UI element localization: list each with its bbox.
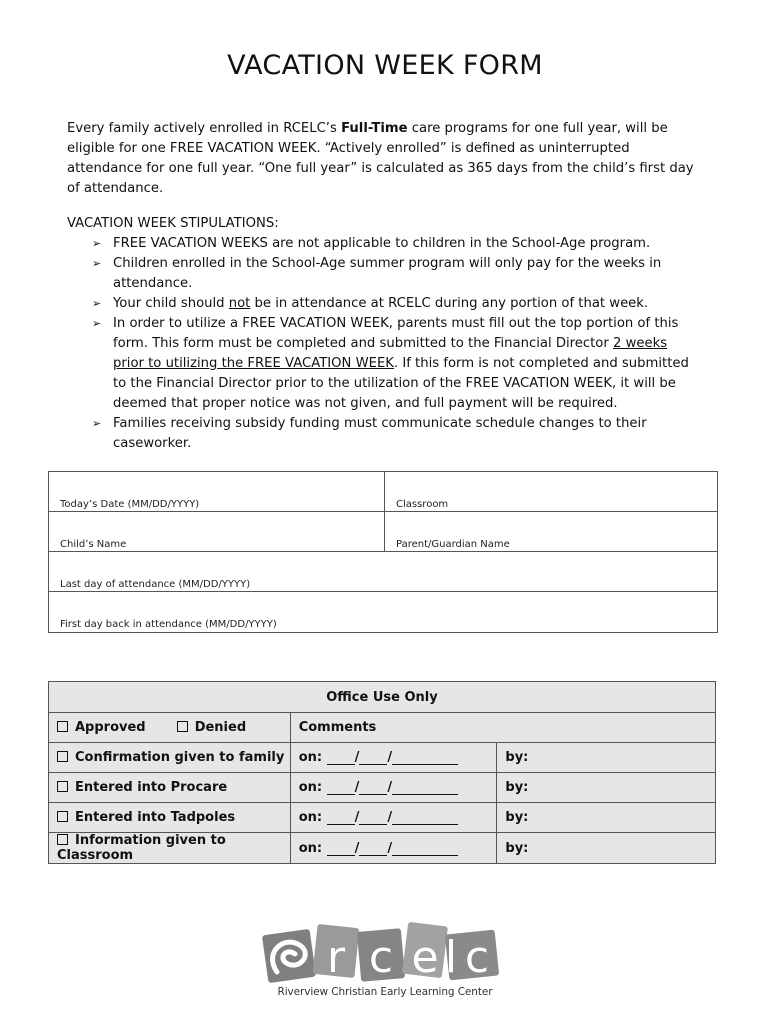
checkbox-icon[interactable] [177,721,188,732]
form-row [49,472,717,512]
task-cell[interactable] [49,773,291,803]
arrow-bullet-icon: ➢ [92,317,102,330]
on-label: on: [298,780,323,795]
arrow-bullet-icon: ➢ [92,237,102,250]
form-row [49,512,717,552]
by-cell[interactable] [497,803,716,833]
checkbox-icon[interactable] [57,811,68,822]
month-blank[interactable] [327,752,355,765]
comments-cell[interactable] [290,713,715,743]
date-separator: / [354,840,360,856]
logo-letter: r [326,932,346,983]
year-blank[interactable] [392,843,458,856]
stipulation-text: Children enrolled in the School-Age summer program will only pay for the weeks in attendance. [113,256,662,291]
parent-name-label: Parent/Guardian Name [396,539,510,550]
stipulation-text: Your child should [113,296,229,311]
date-separator: / [387,750,393,765]
on-label: on: [298,810,323,825]
date-separator: / [387,840,393,856]
intro-text-2: care programs for one full year, will be eligible for one FREE VACATION WEEK. “Actively enrolled” is defined as uninterrupted attendance for one full year. “One full year” is calculated as 365 days from the child’s first day of attendance. [67,121,694,196]
date-cell[interactable] [290,773,497,803]
childs-name-label: Child’s Name [60,539,127,550]
date-separator: / [387,780,393,795]
logo-letter: l [444,932,458,983]
stipulation-item [92,314,692,414]
year-blank[interactable] [392,812,458,825]
stipulation-underlined-not: not [228,296,251,311]
form-row [49,592,717,632]
office-task-row [49,833,716,864]
stipulation-text: be in attendance at RCELC during any portion of that week. [250,296,649,311]
day-blank[interactable] [359,812,387,825]
form-title: VACATION WEEK FORM [227,50,543,81]
task-label: Entered into Tadpoles [75,810,236,825]
by-label: by: [505,840,529,856]
stipulation-underlined-deadline: 2 weeks prior to utilizing the FREE VACATION WEEK [113,336,668,371]
office-task-row [49,743,716,773]
task-cell[interactable] [49,833,291,864]
arrow-bullet-icon: ➢ [92,297,102,310]
intro-text-1: Every family actively enrolled in RCELC’s [67,121,342,136]
childs-name-field[interactable] [49,512,384,552]
by-label: by: [505,750,529,765]
stipulation-item [92,414,692,454]
checkbox-icon[interactable] [57,751,68,762]
form-row [49,552,717,592]
logo-letter: c [464,932,490,983]
approval-cell [49,713,291,743]
stipulation-text: . If this form is not completed and submitted to the Financial Director prior to the utilization of the FREE VACATION WEEK, it will be deemed that proper notice was not given, and full payment will be required. [113,356,689,411]
on-label: on: [298,840,323,856]
first-day-back-field[interactable] [49,592,717,632]
stipulation-text: Families receiving subsidy funding must communicate schedule changes to their caseworker. [113,416,647,451]
classroom-label: Classroom [396,499,449,510]
by-label: by: [505,780,529,795]
office-approval-row [49,713,716,743]
logo-caption: Riverview Christian Early Learning Center [277,986,493,998]
stipulation-text: FREE VACATION WEEKS are not applicable to children in the School-Age program. [113,236,651,251]
arrow-bullet-icon: ➢ [92,417,102,430]
stipulation-item [92,234,692,254]
month-blank[interactable] [327,812,355,825]
by-cell[interactable] [497,773,716,803]
last-day-field[interactable] [49,552,717,592]
task-label: Entered into Procare [75,780,228,795]
checkbox-icon[interactable] [57,721,68,732]
arrow-bullet-icon: ➢ [92,257,102,270]
intro-bold-fulltime: Full-Time [341,121,408,136]
on-label: on: [298,750,323,765]
denied-label: Denied [194,720,247,735]
todays-date-field[interactable] [49,472,384,512]
family-info-form [48,471,718,633]
denied-option[interactable] [177,720,246,735]
date-separator: / [354,780,360,795]
year-blank[interactable] [392,782,458,795]
day-blank[interactable] [359,782,387,795]
year-blank[interactable] [392,752,458,765]
date-cell[interactable] [290,743,497,773]
office-task-row [49,803,716,833]
stipulation-text: In order to utilize a FREE VACATION WEEK, parents must fill out the top portion of this form. This form must be completed and submitted to the Financial Director [113,316,679,351]
checkbox-icon[interactable] [57,781,68,792]
logo-tile [262,929,316,983]
task-cell[interactable] [49,803,291,833]
office-use-table [48,681,716,864]
office-use-header: Office Use Only [49,682,716,713]
logo-letter: e [411,932,439,983]
office-task-row [49,773,716,803]
approved-label: Approved [75,720,146,735]
month-blank[interactable] [327,843,355,856]
stipulations-heading: VACATION WEEK STIPULATIONS: [67,216,279,231]
stipulations-list [92,234,692,454]
first-day-back-label: First day back in attendance (MM/DD/YYYY) [60,619,277,630]
date-separator: / [387,810,393,825]
by-cell[interactable] [497,833,716,864]
stipulation-item [92,294,692,314]
by-label: by: [505,810,529,825]
date-cell[interactable] [290,833,497,864]
intro-paragraph [67,119,707,199]
stipulation-item [92,254,692,294]
day-blank[interactable] [359,752,387,765]
date-cell[interactable] [290,803,497,833]
logo-letter: c [368,932,394,983]
checkbox-icon[interactable] [57,834,68,845]
last-day-label: Last day of attendance (MM/DD/YYYY) [60,579,251,590]
date-separator: / [354,750,360,765]
approved-option[interactable] [57,720,146,735]
task-cell[interactable] [49,743,291,773]
task-label: Information given to Classroom [57,833,226,863]
classroom-field[interactable] [384,472,717,512]
month-blank[interactable] [327,782,355,795]
by-cell[interactable] [497,743,716,773]
task-label: Confirmation given to family [75,750,285,765]
day-blank[interactable] [359,843,387,856]
parent-name-field[interactable] [384,512,717,552]
date-separator: / [354,810,360,825]
comments-label: Comments [298,720,377,735]
todays-date-label: Today’s Date (MM/DD/YYYY) [60,499,200,510]
office-header-row [49,682,716,713]
